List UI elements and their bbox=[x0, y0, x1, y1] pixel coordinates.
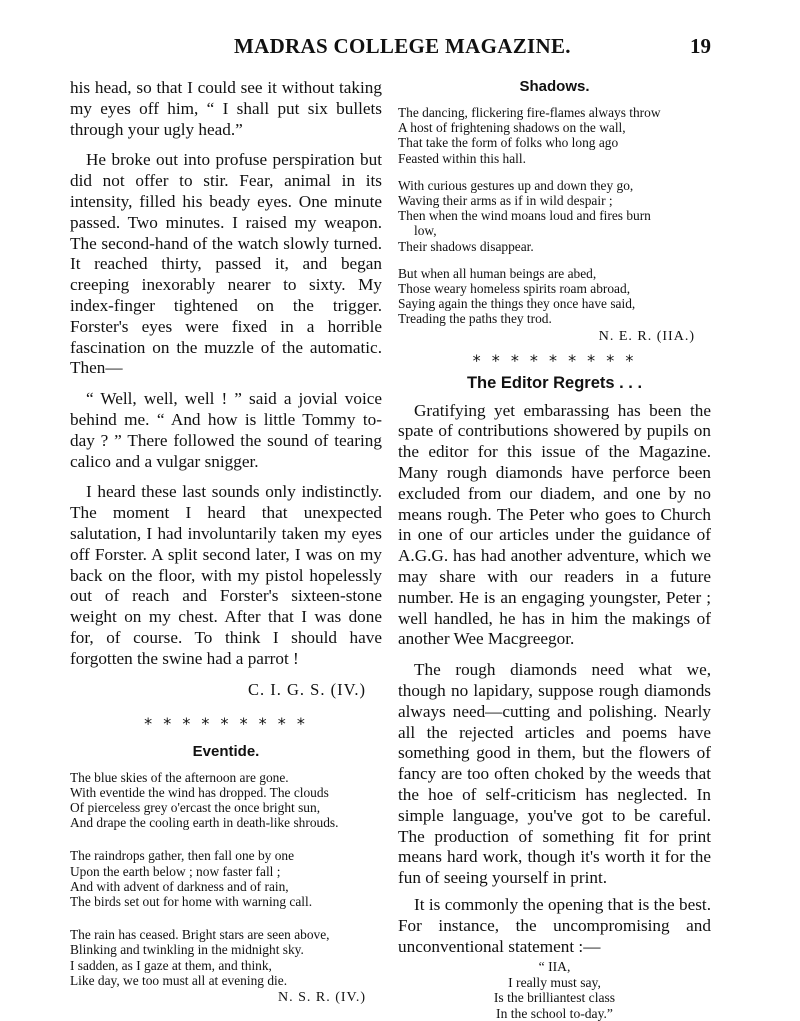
poem-line: A host of frightening shadows on the wall, bbox=[398, 120, 626, 136]
quoted-verse bbox=[398, 959, 711, 1021]
running-head bbox=[0, 34, 800, 64]
article-paragraph: Gratifying yet embarassing has been the spate of contributions showered by pupils on the editor for this issue of the Magazine. Many rough diamonds have perforce been excluded from our diadem, and one by no means rough. The Peter who goes to Church in one of our articles under the guidance of A.G.G. has had another adventure, which we may share with our readers in a future number. He is an engaging youngster, Peter ; well handled, he has in him the makings of another Wee Macgreegor. bbox=[398, 400, 711, 649]
quote-line: In the school to-day.” bbox=[496, 1005, 613, 1021]
poem-stanza bbox=[70, 848, 382, 909]
magazine-title: MADRAS COLLEGE MAGAZINE. bbox=[234, 34, 571, 58]
poem-signature: N. S. R. (IV.) bbox=[277, 989, 366, 1005]
poem-line: The rain has ceased. Bright stars are seen above, bbox=[70, 927, 330, 943]
poem-line: With curious gestures up and down they go, bbox=[398, 177, 634, 193]
poem-line: Feasted within this hall. bbox=[398, 150, 526, 166]
quote-line: Is the brilliantest class bbox=[493, 990, 616, 1006]
left-column bbox=[70, 78, 382, 1014]
poem-line: I sadden, as I gaze at them, and think, bbox=[70, 957, 272, 973]
right-column bbox=[398, 78, 711, 1021]
poem-line: With eventide the wind has dropped. The clouds bbox=[70, 784, 329, 800]
poem-line: Waving their arms as if in wild despair ; bbox=[398, 193, 613, 209]
poem-line: But when all human beings are abed, bbox=[398, 265, 597, 281]
poem-line: Their shadows disappear. bbox=[398, 238, 534, 254]
poem-line: The raindrops gather, then fall one by one bbox=[70, 848, 295, 864]
poem-line: Upon the earth below ; now faster fall ; bbox=[70, 863, 281, 879]
page-number: 19 bbox=[690, 34, 711, 58]
poem-signature: N. E. R. (IIA.) bbox=[598, 328, 695, 344]
quote-line: I really must say, bbox=[508, 974, 601, 990]
story-signature: C. I. G. S. (IV.) bbox=[248, 679, 366, 699]
section-divider: * * * * * * * * * bbox=[472, 350, 637, 370]
story-paragraph: I heard these last sounds only indistinctly. The moment I heard that unexpected salutation, I had involuntarily taken my eyes off Forster. A split second later, I was on my back on the floor, with my pistol hopelessly out of reach and Forster's sixteen-stone weight on my chest. After that I was done for, of course. To think I should have forgotten the swine had a parrot ! bbox=[70, 482, 382, 668]
poem-line: Like day, we too must all at evening die. bbox=[70, 972, 288, 988]
poem-line: Then when the wind moans loud and fires burn bbox=[398, 208, 651, 224]
poem-line: And drape the cooling earth in death-like shrouds. bbox=[70, 815, 339, 831]
editorial-article bbox=[398, 401, 711, 958]
poem-title: Eventide. bbox=[192, 742, 260, 760]
poem-stanza bbox=[398, 266, 711, 327]
poem-stanza bbox=[398, 105, 711, 166]
poem-stanza bbox=[70, 927, 382, 988]
poem-line: The blue skies of the afternoon are gone. bbox=[70, 769, 289, 785]
article-title: The Editor Regrets . . . bbox=[466, 373, 643, 392]
poem-line: Of pierceless grey o'ercast the once bright sun, bbox=[70, 799, 321, 815]
story-paragraph: his head, so that I could see it without taking my eyes off him, “ I shall put six bullets through your ugly head.” bbox=[70, 78, 382, 139]
poem-line: Blinking and twinkling in the midnight sky. bbox=[70, 942, 304, 958]
story-continuation bbox=[70, 78, 382, 670]
quote-line: “ IIA, bbox=[538, 959, 571, 975]
poem-line: Those weary homeless spirits roam abroad, bbox=[398, 281, 631, 297]
poem-line: Treading the paths they trod. bbox=[398, 311, 552, 327]
poem-line: And with advent of darkness and of rain, bbox=[70, 878, 289, 894]
poem-line: The dancing, flickering fire-flames always throw bbox=[398, 105, 661, 120]
poem-eventide bbox=[70, 770, 382, 988]
poem-line: Saying again the things they once have said, bbox=[398, 296, 636, 312]
story-paragraph: “ Well, well, well ! ” said a jovial voice behind me. “ And how is little Tommy to-day ? ” There followed the sound of tearing calico and a vulgar snigger. bbox=[70, 389, 382, 471]
poem-shadows bbox=[398, 105, 711, 327]
section-divider: * * * * * * * * * bbox=[144, 713, 308, 733]
poem-title: Shadows. bbox=[519, 78, 590, 95]
article-paragraph: The rough diamonds need what we, though no lapidary, suppose rough diamonds always need—cutting and polishing. Nearly all the rejected articles and poems have something good in them, but the flowers of fancy are too often choked by the weeds that the hoe of self-criticism has neglected. In simple language, you've got to be careful. The production of something fit for print means hard work, though it's worth it for the fun of seeing yourself in print. bbox=[398, 660, 711, 888]
poem-line: low, bbox=[414, 223, 437, 239]
article-paragraph: It is commonly the opening that is the best. For instance, the uncompromising and unconventional statement :— bbox=[398, 894, 711, 956]
poem-stanza bbox=[398, 178, 711, 254]
story-paragraph: He broke out into profuse perspiration but did not offer to stir. Fear, animal in its intensity, filled his beady eyes. One minute passed. Two minutes. I raised my weapon. The second-hand of the watch slowly turned. It reached thirty, passed it, and began creeping inexorably nearer to sixty. My index-finger tightened on the trigger. Forster's eyes were fixed in a horrible fascination on the muzzle of the automatic. Then— bbox=[70, 150, 382, 378]
poem-stanza bbox=[70, 770, 382, 831]
poem-line: That take the form of folks who long ago bbox=[398, 135, 619, 151]
poem-line: The birds set out for home with warning call. bbox=[70, 893, 313, 909]
